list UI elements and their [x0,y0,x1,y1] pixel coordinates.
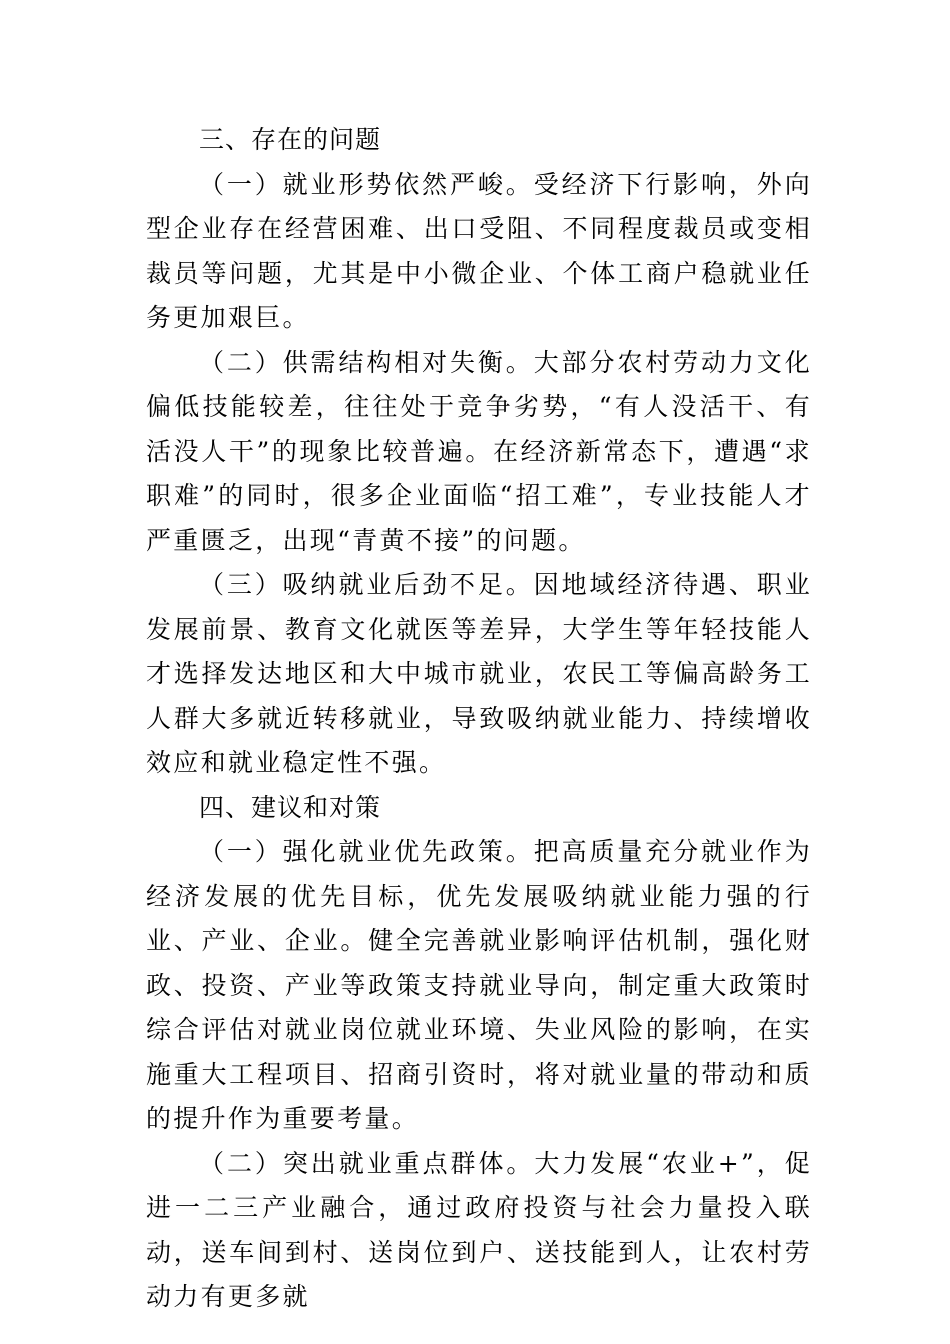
section-heading-suggestions: 四、建议和对策 [199,792,382,822]
paragraph-body: 把高质量充分就业作为经济发展的优先目标，优先发展吸纳就业能力强的行业、产业、企业。健全完善就业影响评估机制，强化财政、投资、产业等政策支持就业导向，制定重大政策时综合评估对就业岗位就业环境、失业风险的影响，在实施重大工程项目、招商引资时，将对就业量的带动和质的提升作为重要考量。 [146,837,812,1133]
document-page [146,118,812,1320]
paragraph-body: 大部分农村劳动力文化偏低技能较差，往往处于竞争劣势，“有人没活干、有活没人干”的现象比较普遍。在经济新常态下，遭遇“求职难”的同时，很多企业面临“招工难”，专业技能人才严重匮乏，出现“青黄不接”的问题。 [146,347,812,555]
paragraph-body: 大力发展“农业+”，促进一二三产业融合，通过政府投资与社会力量投入联动，送车间到村、送岗位到户、送技能到人，让农村劳动力有更多就 [146,1148,813,1311]
paragraph-lead: （一）就业形势依然严峻。 [199,169,534,199]
paragraph-key-groups [146,1142,812,1320]
paragraph-body: 因地域经济待遇、职业发展前景、教育文化就医等差异，大学生等年轻技能人才选择发达地区和大中城市就业，农民工等偏高龄务工人群大多就近转移就业，导致吸纳就业能力、持续增收效应和就业稳定性不强。 [146,570,812,777]
paragraph-body: 受经济下行影响，外向型企业存在经营困难、出口受阻、不同程度裁员或变相裁员等问题，尤其是中小微企业、个体工商户稳就业任务更加艰巨。 [146,169,812,332]
paragraph-lead: （三）吸纳就业后劲不足。 [199,570,534,599]
paragraph-lead: （二）突出就业重点群体。 [199,1148,535,1178]
paragraph-supply-demand [146,341,812,564]
paragraph-employment-situation [146,163,812,341]
paragraph-lead: （一）强化就业优先政策。 [199,837,534,866]
paragraph-employment-priority [146,830,812,1142]
section-heading-problems: 三、存在的问题 [199,125,382,154]
paragraph-absorption-capacity [146,563,812,786]
paragraph-lead: （二）供需结构相对失衡。 [199,347,534,377]
